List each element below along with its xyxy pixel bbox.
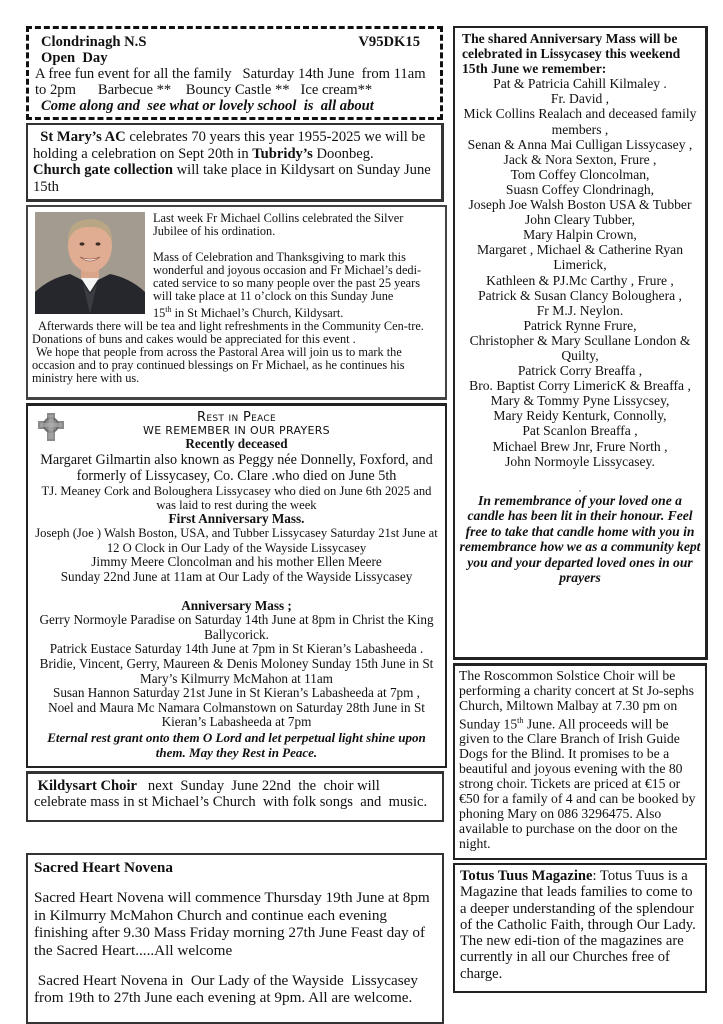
candle-remembrance: In remembrance of your loved one a candle has been lit in their honour. Feel free to take that candle home with you in remembrance how we as a community kept you and your departed loved ones in our prayers [459, 492, 701, 586]
rip-title [32, 411, 441, 424]
jubilee-intro: Last week Fr Michael Collins celebrated the Silver Jubilee of his ordination. [153, 211, 404, 238]
collection-paragraph [33, 162, 436, 195]
remembered-name: Pat & Patricia Cahill Kilmaley . [493, 76, 667, 92]
priest-portrait-icon [35, 212, 145, 314]
remembered-name: Patrick Corry Breaffa , [517, 363, 643, 379]
shared-anniversary-heading: The shared Anniversary Mass will be celebrated in Lissycasey this weekend 15th June we remember: [462, 31, 681, 77]
sacred-heart-novena-notice [26, 853, 444, 1024]
eternal-rest-prayer: Eternal rest grant onto them O Lord and let perpetual light shine upon them. May they Rest in Peace. [47, 729, 426, 760]
remembered-name: John Normoyle Lissycasey. [505, 453, 655, 469]
rip-title-text: Rest in Peace [197, 410, 276, 425]
kildysart-choir-notice [26, 771, 444, 822]
novena-kilmurry: Sacred Heart Novena will commence Thursday 19th June at 8pm in Kilmurry McMahon Church and continue each evening finishing after 9.30 Mass Friday morning 27th June Feast day of the Sacred Heart.....All welcome [34, 889, 430, 959]
recently-deceased-heading: Recently deceased [185, 436, 288, 451]
anniversary-2: Patrick Eustace Saturday 14th June at 7pm in St Kieran’s Labasheeda . [49, 641, 424, 657]
remembered-names-list [459, 76, 701, 468]
open-day-tagline: Come along and see what or lovely school is all about [41, 98, 374, 114]
magazine-text: : Totus Tuus is a Magazine that leads families to come to a deeper understanding of the splendour of the Catholic Faith, through Our Lady. The new edi-tion of the magazines are currently in all our Churches free of charge. [460, 868, 696, 982]
open-day-line-2: to 2pm Barbecue ** Bouncy Castle ** Ice cream** [35, 82, 373, 98]
st-marys-text: celebrates 70 years this year 1955-2025 we will be holding a celebration on Sept 20th in [33, 129, 426, 162]
right-column [453, 26, 708, 993]
jubilee-mass-text: Mass of Celebration and Thanksgiving to mark this wonderful and joyous occasion and Fr Michael’s dedi-cated service to so many people over the past 25 years will take place at 11 o’clock on this Sunday June [153, 250, 422, 303]
remembered-name: Tom Coffey Cloncolman, [510, 166, 650, 182]
recent-deceased-2: TJ. Meaney Cork and Boloughera Lissycasey who died on June 6th 2025 and was laid to rest during the week [41, 483, 432, 512]
concert-text: The Roscommon Solstice Choir will be performing a charity concert at St Jo-sephs Church, Miltown Malbay at 7.30 pm on Sunday 15 [459, 668, 694, 732]
fr-michael-jubilee-notice [26, 205, 447, 400]
remembered-name: Mary Halpin Crown, [523, 227, 637, 243]
novena-lissycasey: Sacred Heart Novena in Our Lady of the Wayside Lissycasey from 19th to 27th June each evening at 9pm. All are welcome. [34, 971, 422, 1007]
remembered-name: Kathleen & PJ.Mc Carthy , Frure , [486, 272, 674, 288]
concert-day-suffix: th [517, 715, 524, 725]
remembered-name: Mary & Tommy Pyne Lissycsey, [490, 393, 670, 409]
totus-paragraph [460, 868, 700, 982]
fr-michael-photo [35, 212, 145, 314]
first-anniversary-1: Joseph (Joe ) Walsh Boston, USA, and Tubber Lissycasey Saturday 21st June at 12 O Clock in Our Lady of the Wayside Lissycasey [35, 526, 438, 555]
jubilee-mass-day-suffix: th [165, 305, 172, 314]
school-eircode: V95DK15 [358, 34, 420, 50]
remembered-name: Patrick & Susan Clancy Boloughera , [478, 287, 682, 303]
collection-text: will take place in Kildysart on Sunday June 15th [33, 162, 431, 195]
remembered-name: Patrick Rynne Frure, [523, 317, 637, 333]
st-marys-paragraph [33, 129, 436, 162]
st-marys-venue: Tubridy’s [252, 145, 313, 162]
choir-name: Kildysart Choir [37, 777, 137, 794]
remembered-name: Pat Scanlon Breaffa , [522, 423, 638, 439]
jubilee-mass-day: 15 [153, 306, 166, 321]
remembered-name: Bro. Baptist Corry LimericK & Breaffa , [469, 378, 691, 394]
school-name: Clondrinagh N.S [41, 34, 147, 50]
remembered-name: Jack & Nora Sexton, Frure , [503, 151, 657, 167]
left-column [26, 26, 447, 1024]
recent-deceased-1: Margaret Gilmartin also known as Peggy née Donnelly, Foxford, and formerly of Lissycasey, Co. Clare .who died on June 5th [40, 451, 433, 484]
magazine-name: Totus Tuus Magazine [460, 868, 593, 884]
remembered-name: Michael Brew Jnr, Frure North , [492, 438, 668, 454]
st-marys-ac-notice [26, 123, 444, 202]
open-day-notice [26, 26, 443, 120]
remembered-name: Fr. David , [550, 91, 610, 107]
rip-subtitle: WE REMEMBER IN OUR PRAYERS [143, 424, 330, 437]
open-day-title: Open Day [41, 50, 108, 66]
stray-comma: , [579, 483, 581, 493]
remembered-name: John Cleary Tubber, [524, 212, 636, 228]
remembered-name: Joseph Joe Walsh Boston USA & Tubber [468, 197, 692, 213]
anniversary-4: Susan Hannon Saturday 21st June in St Kieran’s Labasheeda at 7pm , [53, 685, 420, 701]
st-marys-text-end: Doonbeg. [312, 145, 374, 162]
remembered-name: Senan & Anna Mai Culligan Lissycasey , [467, 136, 693, 152]
first-anniversary-2: Jimmy Meere Cloncolman and his mother Ellen Meere [91, 554, 382, 570]
choir-paragraph [34, 778, 436, 811]
shared-anniversary-notice [453, 26, 708, 660]
novena-title: Sacred Heart Novena [34, 858, 173, 876]
remembered-name: Suasn Coffey Clondrinagh, [505, 181, 655, 197]
anniversary-3: Bridie, Vincent, Gerry, Maureen & Denis Moloney Sunday 15th June in St Mary’s Kilmurry McMahon at 11am [39, 655, 434, 686]
remembered-name: Fr M.J. Neylon. [536, 302, 624, 318]
concert-paragraph [459, 669, 701, 852]
remembered-name: Christopher & Mary Scullane London & Quilty, [469, 332, 691, 363]
rest-in-peace-notice [26, 403, 447, 768]
anniversary-1: Gerry Normoyle Paradise on Saturday 14th June at 8pm in Christ the King Ballycorick. [39, 612, 434, 642]
celtic-cross-icon [36, 412, 66, 442]
jubilee-mass-location: in St Michael’s Church, Kildysart. [171, 306, 344, 321]
st-marys-name: St Mary’s AC [40, 129, 126, 145]
jubilee-invitation: We hope that people from across the Pastoral Area will join us to mark the occasion and to pray continued blessings on Fr Michael, as he continues his ministry here with us. [32, 345, 405, 386]
first-anniversary-heading: First Anniversary Mass. [168, 510, 305, 526]
jubilee-refreshments: Afterwards there will be tea and light refreshments in the Community Cen-tre. Donations of buns and cakes would be appreciated for this event . [32, 319, 424, 347]
anniversary-heading: Anniversary Mass ; [181, 597, 292, 613]
collection-label: Church gate collection [33, 162, 173, 178]
concert-text-end: June. All proceeds will be given to the Clare Branch of Irish Guide Dogs for the Blind. It promises to be a beautiful and joyous evening with the 80 strong choir. Tickets are priced at €15 or €50 for a family of 4 and can be booked by phoning Mary on 086 3296475. Also available to purchase on the door on the night. [459, 716, 696, 852]
first-anniversary-3: Sunday 22nd June at 11am at Our Lady of the Wayside Lissycasey [60, 568, 413, 584]
roscommon-choir-concert-notice [453, 663, 707, 860]
remembered-name: Mick Collins Realach and deceased family members , [463, 106, 697, 137]
remembered-name: Margaret , Michael & Catherine Ryan Limerick, [476, 242, 684, 273]
totus-tuus-magazine-notice [453, 863, 707, 993]
open-day-line-1: A free fun event for all the family Saturday 14th June from 11am [35, 66, 426, 82]
choir-text: next Sunday June 22nd the choir will celebrate mass in st Michael’s Church with folk songs and music. [34, 777, 428, 811]
anniversary-5: Noel and Maura Mc Namara Colmanstown on Saturday 28th June in St Kieran’s Labasheeda at 7pm [48, 699, 425, 730]
remembered-name: Mary Reidy Kenturk, Connolly, [493, 408, 667, 424]
